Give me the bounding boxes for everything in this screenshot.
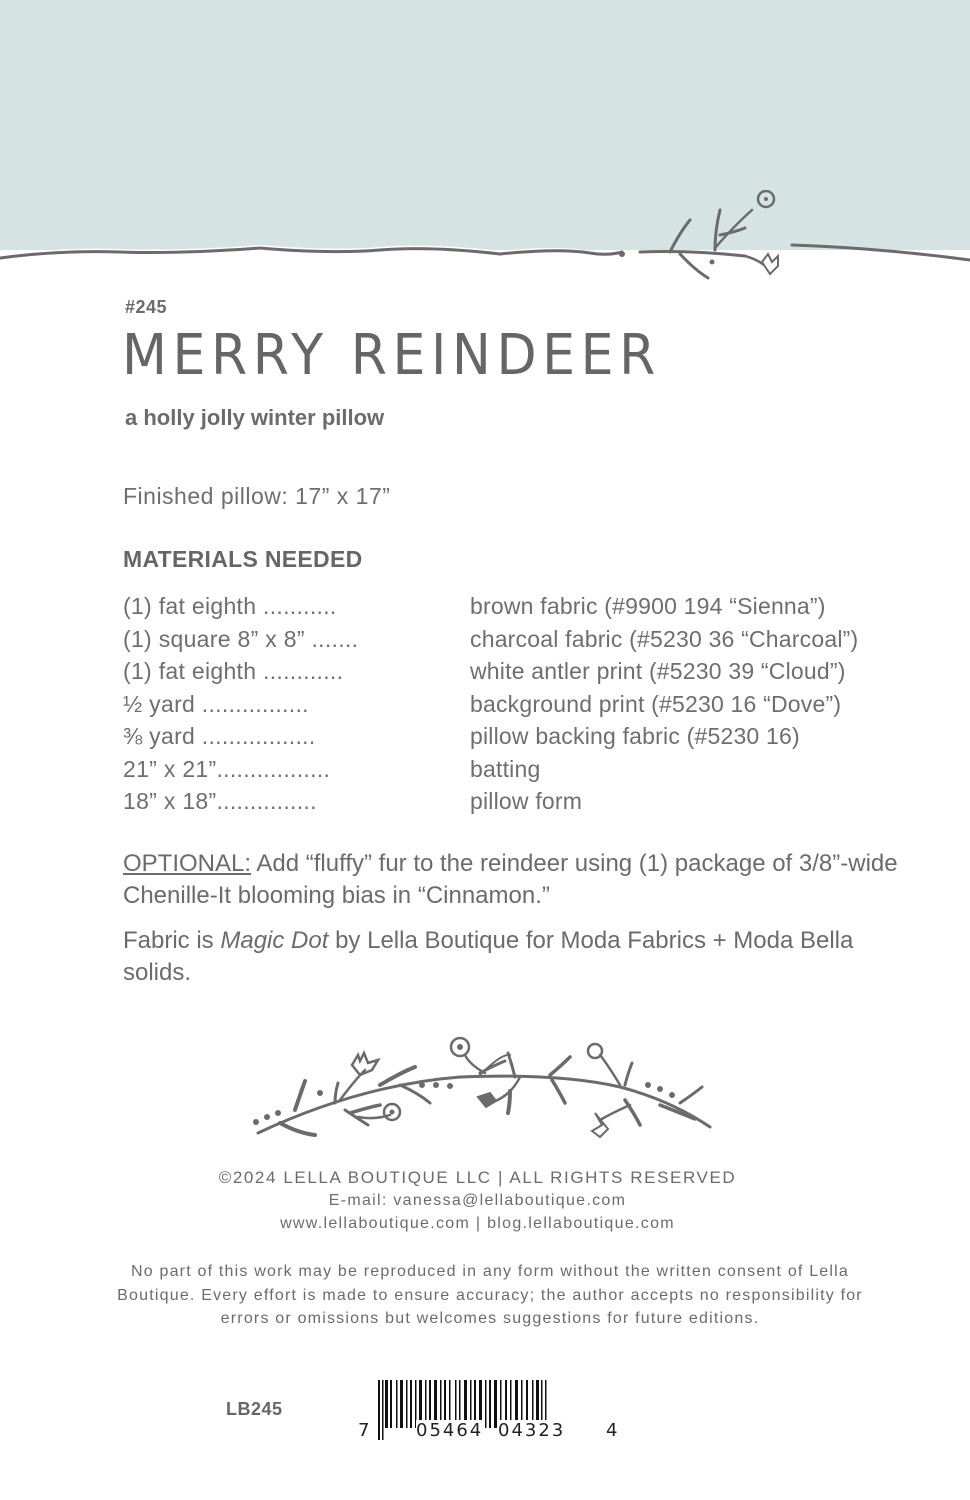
barcode-first-digit: 7 — [358, 1420, 372, 1441]
material-quantity: 21” x 21”................. — [123, 755, 331, 782]
list-item — [123, 623, 923, 656]
barcode-right-group: 04323 — [498, 1420, 566, 1441]
material-quantity: 18” x 18”............... — [123, 788, 317, 814]
material-quantity: ⅜ yard ................. — [123, 723, 316, 749]
material-description: background print (#5230 16 “Dove”) — [470, 690, 842, 717]
material-quantity: (1) fat eighth ........... — [123, 593, 337, 619]
materials-list — [123, 590, 923, 818]
email-text: E-mail: vanessa@lellaboutique.com — [328, 1192, 627, 1209]
optional-note — [123, 848, 903, 912]
floral-vine-icon — [240, 1025, 720, 1140]
torn-edge-flower-icon — [0, 190, 970, 290]
website-links: www.lellaboutique.com | blog.lellaboutique.com — [280, 1215, 675, 1232]
list-item — [123, 753, 923, 786]
barcode-left-group: 05464 — [416, 1420, 484, 1441]
material-quantity: (1) fat eighth ............ — [123, 658, 344, 684]
material-quantity: (1) square 8” x 8” ....... — [123, 625, 359, 652]
page-title: MERRY REINDEER — [122, 323, 661, 388]
list-item — [123, 688, 923, 721]
disclaimer-text: No part of this work may be reproduced in any form without the written consent of Lella Boutique. Every effort is made to ensure accuracy; the author accepts no responsibility for errors or omissions but welcomes suggestions for future editions. — [117, 1263, 863, 1327]
material-description: pillow form — [470, 788, 583, 814]
optional-text: Add “fluffy” fur to the reindeer using (1) package of 3/8”-wide Chenille-It blooming bias in “Cinnamon.” — [123, 850, 898, 909]
finished-size: Finished pillow: 17” x 17” — [123, 483, 391, 509]
material-description: white antler print (#5230 39 “Cloud”) — [470, 658, 846, 684]
fabric-collection-name: Magic Dot — [220, 927, 329, 954]
page-subtitle: a holly jolly winter pillow — [125, 405, 385, 430]
copyright-text: ©2024 LELLA BOUTIQUE LLC | ALL RIGHTS RESERVED — [218, 1168, 737, 1187]
material-quantity: ½ yard ................ — [123, 690, 309, 717]
list-item — [123, 655, 923, 688]
optional-label: OPTIONAL: — [123, 850, 252, 877]
list-item — [123, 720, 923, 753]
barcode-check-digit: 4 — [606, 1420, 620, 1441]
fabric-note — [123, 925, 903, 989]
fabric-note-prefix: Fabric is — [123, 927, 221, 954]
materials-heading: MATERIALS NEEDED — [123, 546, 363, 572]
material-description: charcoal fabric (#5230 36 “Charcoal”) — [470, 625, 859, 652]
pattern-number: #245 — [125, 297, 168, 317]
material-description: batting — [470, 755, 541, 782]
fabric-note-suffix: by Lella Boutique for Moda Fabrics + Moda Bella solids. — [123, 927, 854, 986]
list-item — [123, 785, 923, 818]
sku-code: LB245 — [226, 1399, 283, 1419]
material-description: pillow backing fabric (#5230 16) — [470, 723, 800, 749]
list-item — [123, 590, 923, 623]
material-description: brown fabric (#9900 194 “Sienna”) — [470, 593, 826, 619]
footer-contact — [0, 1166, 955, 1235]
